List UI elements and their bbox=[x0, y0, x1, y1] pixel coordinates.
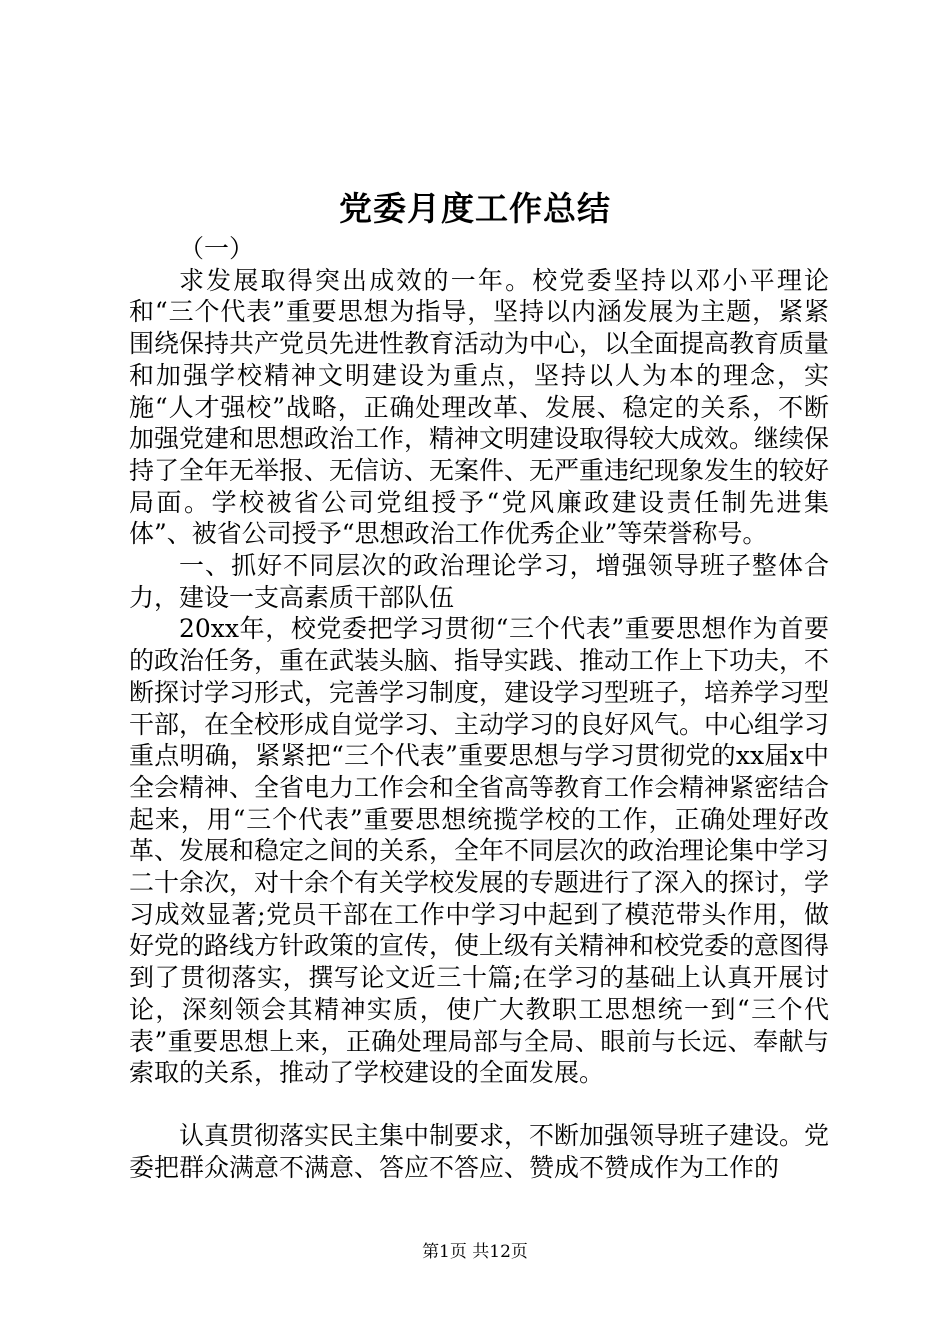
document-body bbox=[129, 233, 829, 1183]
paragraph-study: 20xx年，校党委把学习贯彻“三个代表”重要思想作为首要的政治任务，重在武装头脑、指导实践、推动工作上下功夫，不断探讨学习形式，完善学习制度，建设学习型班子，培养学习型干部，在全校形成自觉学习、主动学习的良好风气。中心组学习重点明确，紧紧把“三个代表”重要思想与学习贯彻党的xx届x中全会精神、全省电力工作会和全省高等教育工作会精神紧密结合起来，用“三个代表”重要思想统揽学校的工作，正确处理好改革、发展和稳定之间的关系，全年不同层次的政治理论集中学习二十余次，对十余个有关学校发展的专题进行了深入的探讨，学习成效显著;党员干部在工作中学习中起到了模范带头作用，做好党的路线方针政策的宣传，使上级有关精神和校党委的意图得到了贯彻落实，撰写论文近三十篇;在学习的基础上认真开展讨论，深刻领会其精神实质，使广大教职工思想统一到“三个代表”重要思想上来，正确处理局部与全局、眼前与长远、奉献与索取的关系，推动了学校建设的全面发展。 bbox=[129, 614, 830, 1088]
section-mark: （一） bbox=[179, 234, 255, 263]
paragraph-democracy: 认真贯彻落实民主集中制要求，不断加强领导班子建设。党委把群众满意不满意、答应不答应、赞成不赞成作为工作的 bbox=[129, 1120, 830, 1182]
paragraph-intro: 求发展取得突出成效的一年。校党委坚持以邓小平理论和“三个代表”重要思想为指导，坚持以内涵发展为主题，紧紧围绕保持共产党员先进性教育活动为中心，以全面提高教育质量和加强学校精神文明建设为重点，坚持以人为本的理念，实施“人才强校”战略，正确处理改革、发展、稳定的关系，不断加强党建和思想政治工作，精神文明建设取得较大成效。继续保持了全年无举报、无信访、无案件、无严重违纪现象发生的较好局面。学校被省公司党组授予“党风廉政建设责任制先进集体”、被省公司授予“思想政治工作优秀企业”等荣誉称号。 bbox=[129, 265, 830, 549]
page-footer: 第1页 共12页 bbox=[422, 1242, 528, 1262]
section-heading-1: 一、抓好不同层次的政治理论学习，增强领导班子整体合力，建设一支高素质干部队伍 bbox=[129, 551, 829, 612]
document-title: 党委月度工作总结 bbox=[339, 189, 611, 228]
